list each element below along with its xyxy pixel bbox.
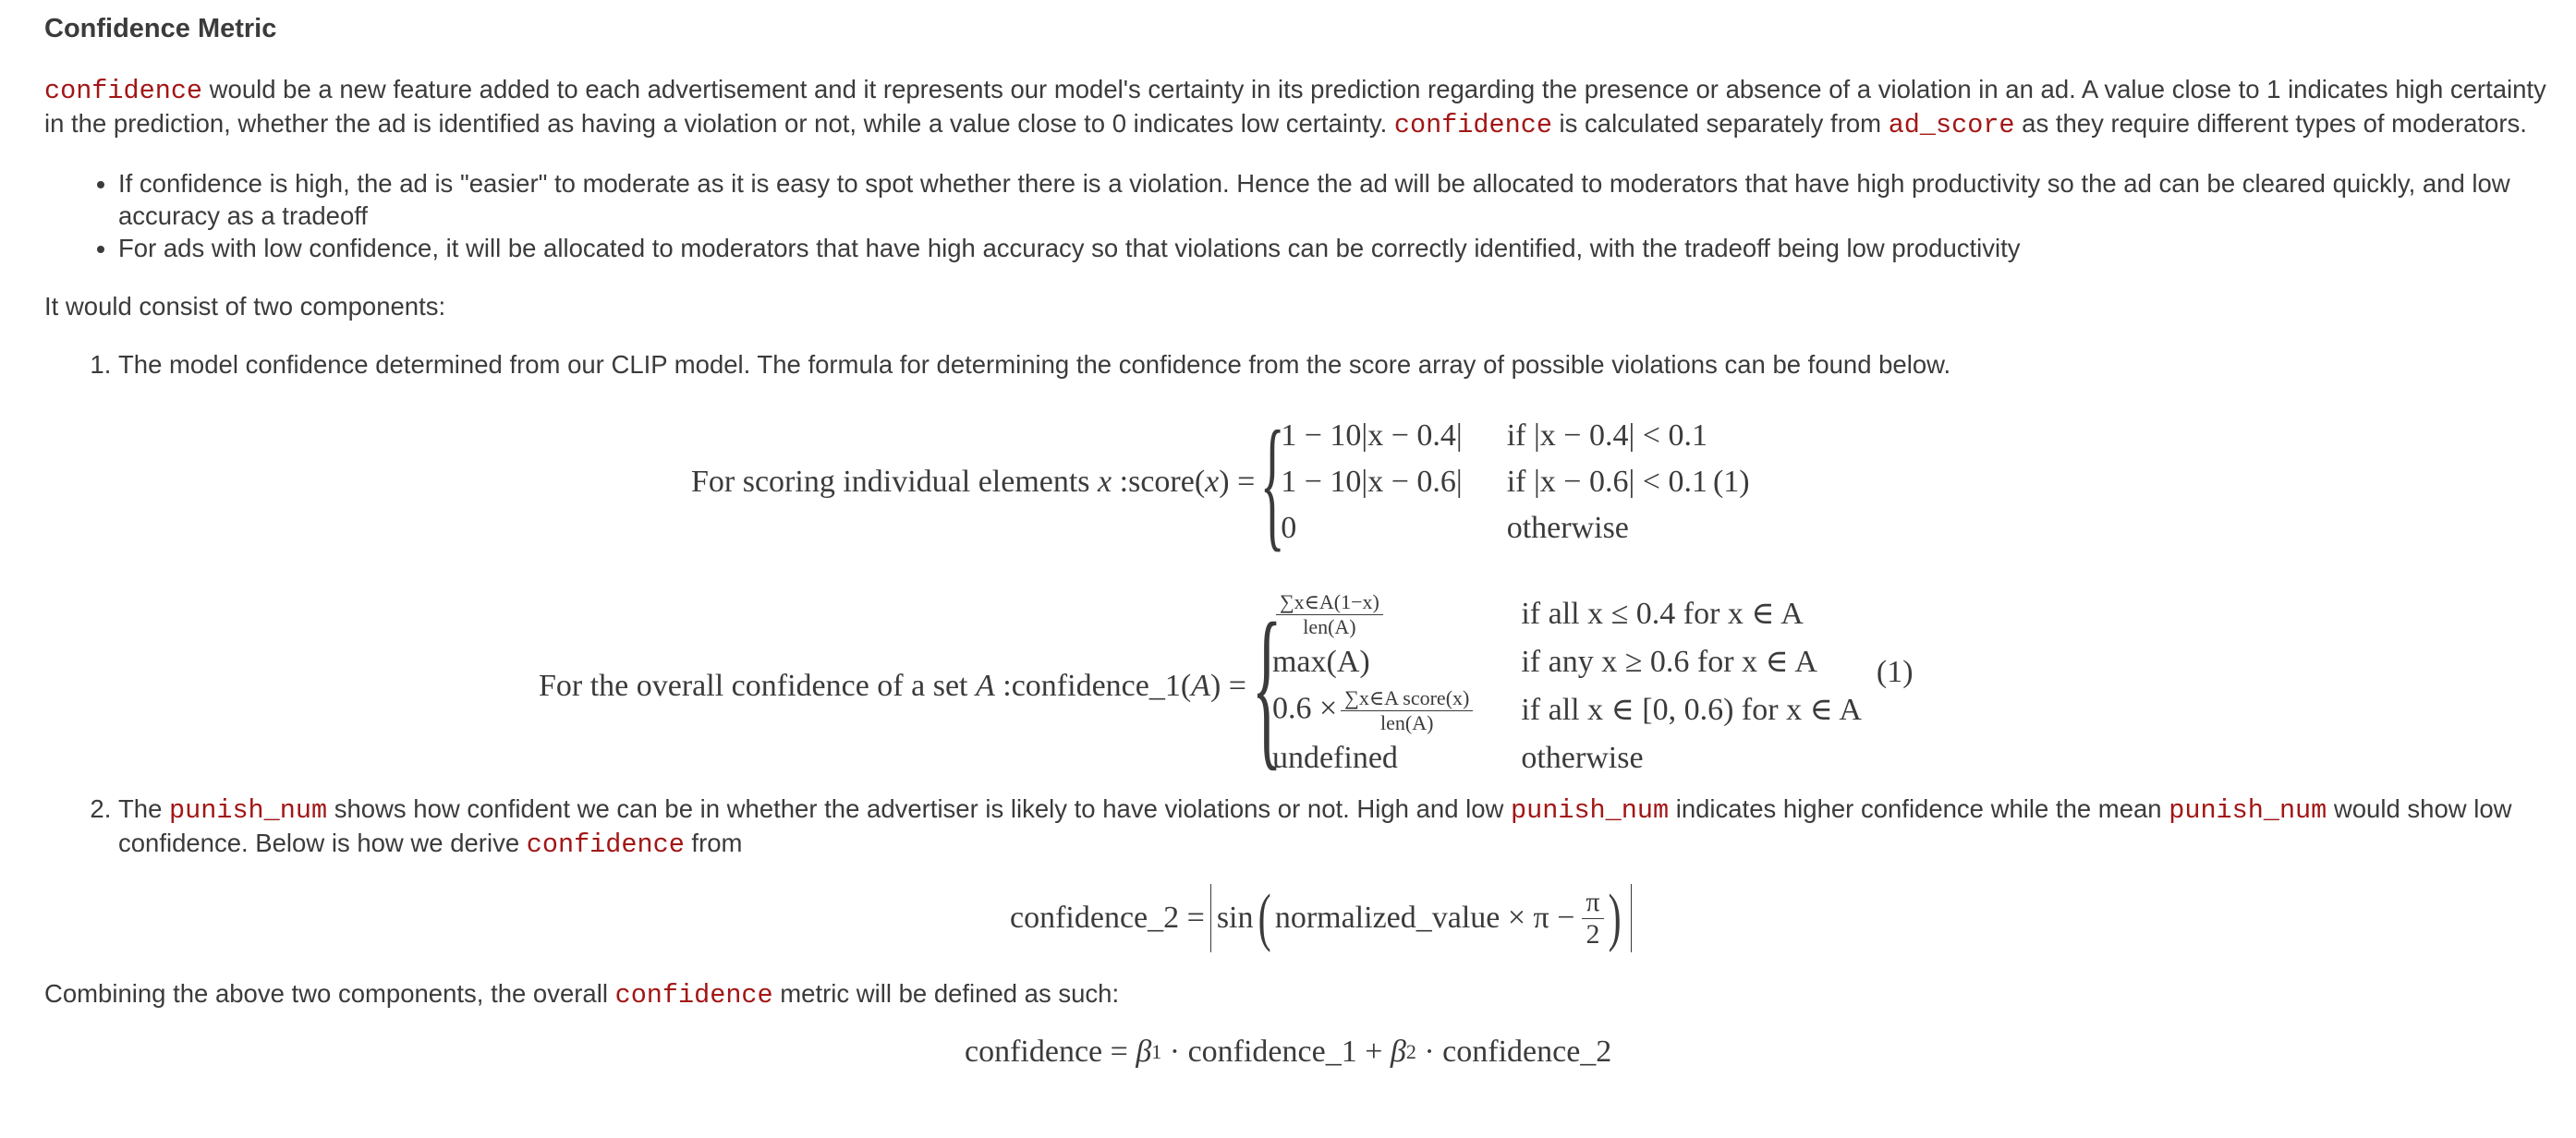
components-list	[44, 348, 2567, 955]
confidence-case-cond: if any x ≥ 0.6 for x ∈ A	[1521, 645, 1817, 679]
confidence-1-equation	[44, 580, 2567, 793]
code-ad-score: ad_score	[1888, 110, 2015, 140]
score-case-row	[1281, 413, 1758, 459]
sin-argument: normalized_value × π −	[1274, 901, 1575, 935]
sin-function: sin	[1216, 901, 1254, 935]
score-cases	[1281, 413, 1758, 551]
code-confidence: confidence	[614, 980, 773, 1011]
left-brace: {	[1260, 400, 1285, 564]
fraction: $\frac{\sum x\in A(1-x)}{\text{len(A)}}$	[1276, 591, 1383, 638]
beta-1-sub: 1	[1151, 1040, 1162, 1063]
beta-2-sub: 2	[1405, 1040, 1416, 1063]
abs-bar-right	[1631, 884, 1632, 952]
confidence-case-cond: otherwise	[1521, 741, 1644, 775]
bullet-high-confidence: • If confidence is high, the ad is "easier" to moderate as it is easy to spot whether there is a violation. Hence the ad will be allocated to moderators that have high productivity so the ad can be cleared quickly, and low accuracy as a tradeoff	[118, 167, 2567, 232]
confidence-case-expr	[1272, 590, 1486, 638]
score-case-row	[1281, 459, 1758, 505]
document	[44, 9, 2567, 1076]
component-1	[118, 348, 2567, 793]
confidence-1-cases	[1272, 590, 1871, 782]
combine-paragraph: Combining the above two components, the overall confidence metric will be defined as such:	[44, 979, 1120, 1011]
intro-text-1: would be a new feature added to each advertisement and it represents our model's certainty in its prediction regarding the presence or absence of a violation in an ad. A value close to 1 indicates high certainty in the prediction, whether the ad is identified as having a violation or not, while a value close to 0 indicates low certainty.	[44, 75, 2546, 138]
score-case-cond: otherwise	[1506, 511, 1629, 545]
overall-term-1: · confidence_1 +	[1161, 1035, 1391, 1069]
confidence-case-row	[1272, 686, 1871, 734]
score-case-cond: if |x − 0.4| < 0.1	[1506, 418, 1707, 453]
score-case-expr: 1 − 10|x − 0.4|	[1281, 418, 1463, 453]
confidence-case-expr: undefined	[1271, 741, 1398, 775]
code-punish-num: punish_num	[2169, 795, 2327, 826]
fraction: $\frac{\text{∑x∈A score(x)}}{\text{len(A)}}$	[1341, 687, 1473, 734]
confidence-case-expr: 0.6 × $\frac{\text{∑x∈A score(x)}}{\text{len(A)}}$	[1272, 686, 1486, 734]
component-2	[118, 793, 2567, 955]
code-confidence: confidence	[44, 76, 203, 106]
confidence-case-row	[1272, 638, 1871, 686]
score-case-row	[1281, 505, 1758, 551]
bullet-list	[44, 167, 2567, 264]
overall-confidence-equation	[44, 1028, 2567, 1076]
code-confidence: confidence	[1393, 110, 1552, 140]
score-equation	[44, 390, 2567, 575]
confidence-1-equation-label: For the overall confidence of a set A :confidence_1(A) =	[539, 669, 1246, 703]
intro-text-2: is calculated separately from	[1551, 109, 1889, 138]
confidence-case-cond: if all x ≤ 0.4 for x ∈ A	[1521, 597, 1804, 631]
confidence-case-cond: if all x ∈ [0, 0.6) for x ∈ A	[1521, 693, 1862, 727]
confidence-case-row	[1272, 734, 1871, 782]
score-case-cond: if |x − 0.6| < 0.1 (1)	[1506, 465, 1750, 499]
score-equation-label: For scoring individual elements x :score(x) =	[691, 465, 1256, 499]
confidence-2-equation	[44, 881, 2567, 955]
section-heading: Confidence Metric	[44, 14, 277, 43]
confidence-2-lhs: confidence_2 =	[1010, 901, 1205, 935]
pi-over-two: $\frac{\pi}{2}$	[1582, 887, 1603, 950]
score-case-expr: 1 − 10|x − 0.6|	[1281, 465, 1463, 499]
code-confidence: confidence	[526, 829, 685, 860]
intro-text-3: as they require different types of moderators.	[2014, 109, 2527, 138]
beta-2: β	[1390, 1035, 1406, 1069]
intro-paragraph	[44, 73, 2567, 141]
component-2-text: The punish_num shows how confident we can be in whether the advertiser is likely to have violations or not. High and low punish_num indicates higher confidence while the mean punish_num would show low confidence. Below is how we derive confidence from	[118, 794, 2512, 860]
abs-bar-left	[1210, 884, 1211, 952]
beta-1: β	[1136, 1035, 1152, 1069]
code-punish-num: punish_num	[1511, 795, 1670, 826]
equation-tag: (1)	[1876, 655, 1914, 689]
paren-right: )	[1608, 882, 1622, 953]
components-intro: It would consist of two components:	[44, 292, 446, 321]
code-punish-num: punish_num	[169, 795, 328, 826]
bullet-low-confidence: • For ads with low confidence, it will be allocated to moderators that have high accuracy so that violations can be correctly identified, with the tradeoff being low productivity	[118, 232, 2567, 264]
paren-left: (	[1258, 882, 1271, 953]
overall-term-2: · confidence_2	[1416, 1035, 1612, 1069]
confidence-case-expr: max(A)	[1271, 645, 1370, 679]
overall-lhs: confidence =	[965, 1035, 1128, 1069]
left-brace: {	[1251, 586, 1282, 786]
equation-tag: (1)	[1712, 465, 1750, 499]
component-1-text: The model confidence determined from our CLIP model. The formula for determining the confidence from the score array of possible violations can be found below.	[118, 350, 1951, 379]
confidence-case-row	[1272, 590, 1871, 638]
score-case-expr: 0	[1281, 511, 1297, 545]
